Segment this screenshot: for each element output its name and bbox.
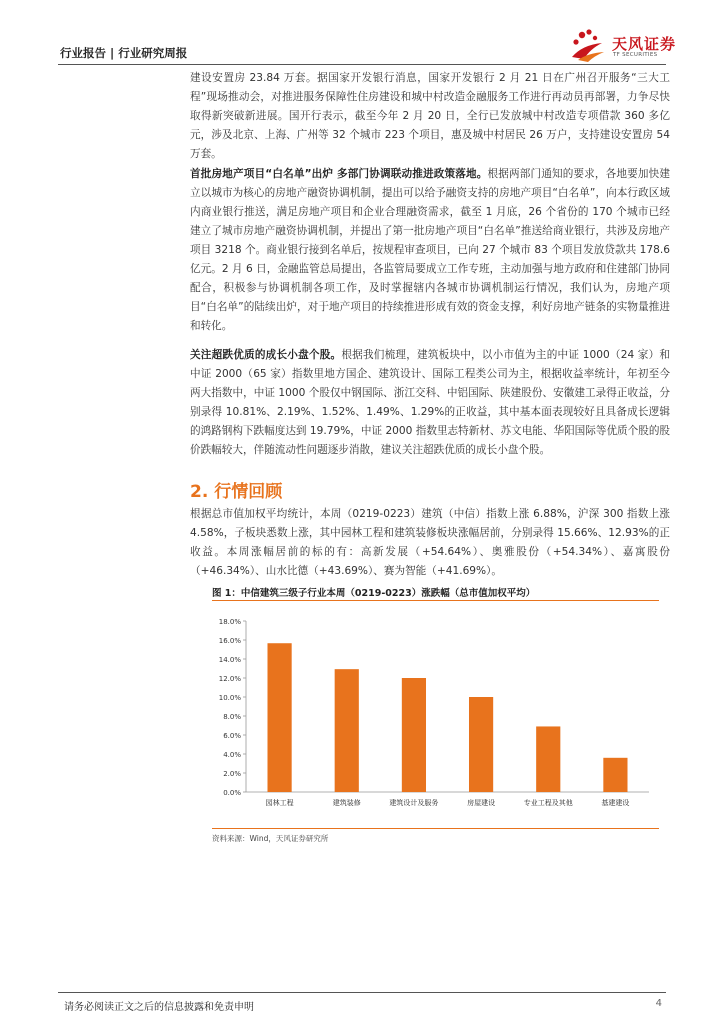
y-tick-label: 14.0% <box>218 656 241 664</box>
x-category-label: 基建建设 <box>601 799 630 807</box>
paragraph-2 <box>190 165 670 336</box>
paragraph-2-lead: 首批房地产项目“白名单”出炉 多部门协调联动推进政策落地。 <box>190 168 488 180</box>
report-type: 行业报告 | 行业研究周报 <box>60 46 188 60</box>
bar-0 <box>267 643 291 792</box>
bar-4 <box>536 726 560 792</box>
paragraph-4: 根据总市值加权平均统计，本周（0219-0223）建筑（中信）指数上涨 6.88%，沪深 300 指数上涨 4.58%，子板块悉数上涨，其中园林工程和建筑装修板块涨幅居前，分别录得 15.66%、12.93%的正收益。本周涨幅居前的标的有：高新发展（+54.64%）、奥雅股份（+54.34%）、嘉寓股份（+46.34%）、山水比德（+43.69%）、赛为智能（+41.69%）。 <box>190 508 670 577</box>
y-tick-label: 4.0% <box>223 751 241 759</box>
x-category-label: 房屋建设 <box>467 799 496 807</box>
paragraph-3 <box>190 346 670 460</box>
header-divider <box>58 64 666 65</box>
paragraph-3-body: 根据我们梳理，建筑板块中，以小市值为主的中证 1000（24 家）和中证 2000（65 家）指数里地方国企、建筑设计、国际工程类公司为主，根据收益率统计，年初至今两大指数中，中证 1000 个股仅中钢国际、浙江交科、中铝国际、陕建股份、安徽建工录得正收益，分别录得 10.81%、2.19%、1.52%、1.49%、1.29%的正收益，其中基本面表现较好且具备成长逻辑的鸿路钢构下跌幅度达到 19.79%，中证 2000 指数里志特新材、苏文电能、华阳国际等优质个股的股价跌幅较大，伴随流动性问题逐步消散，建议关注超跌优质的成长小盘个股。 <box>190 349 671 456</box>
page-number: 4 <box>655 998 662 1009</box>
bar-5 <box>603 758 627 792</box>
logo-text-en: TF SECURITIES <box>613 52 658 58</box>
bar-3 <box>469 697 493 792</box>
figure-title: 图 1：中信建筑三级子行业本周（0219-0223）涨跌幅（总市值加权平均） <box>212 588 536 599</box>
logo-text-cn: 天风证券 <box>612 35 677 53</box>
y-tick-label: 10.0% <box>218 694 241 702</box>
footer-divider <box>58 992 666 993</box>
bar-1 <box>335 669 359 792</box>
bar-chart <box>212 604 659 826</box>
paragraph-2-body: 根据两部门通知的要求，各地要加快建立以城市为核心的房地产融资协调机制，提出可以给予融资支持的房地产项目“白名单”，向本行政区域内商业银行推送，满足房地产项目和企业合理融资需求，截至 1 月底，26 个省份的 170 个城市已经建立了城市房地产融资协调机制，并提出了第一批房地产项目“白名单”推送给商业银行，共涉及房地产项目 3218 个。商业银行接到名单后，按规程审查项目，已向 27 个城市 83 个项目发放贷款共 178.6 亿元。2 月 6 日，金融监管总局提出，各监管局要成立工作专班，主动加强与地方政府和住建部门协同配合，积极参与协调机制各项工作，及时掌握辖内各城市协调机制运行情况，我们认为，房地产项目“白名单”的陆续出炉，对于地产项目的持续推进形成有效的资金支撑，利好房地产链条的实物量推进和转化。 <box>190 168 670 332</box>
figure-source: 资料来源：Wind，天风证券研究所 <box>212 834 329 843</box>
y-tick-label: 12.0% <box>218 675 241 683</box>
section-title: 2. 行情回顾 <box>190 482 283 502</box>
x-category-label: 专业工程及其他 <box>523 799 573 807</box>
y-tick-label: 18.0% <box>218 618 241 626</box>
x-category-label: 建筑设计及服务 <box>389 799 439 807</box>
figure-bottom-rule <box>212 828 659 829</box>
paragraph-1: 建设安置房 23.84 万套。据国家开发银行消息，国家开发银行 2 月 21 日在广州召开服务“三大工程”现场推动会，对推进服务保障性住房建设和城中村改造金融服务工作进行再动员再部署，力争尽快取得新突破新进展。国开行表示，截至今年 2 月 20 日，全行已发放城中村改造专项借款 360 多亿元，涉及北京、上海、广州等 32 个城市 223 个项目，惠及城中村居民 26 万户，支持建设安置房 54 万套。 <box>190 72 670 160</box>
figure-top-rule <box>212 600 659 601</box>
y-tick-label: 16.0% <box>218 637 241 645</box>
paragraph-3-lead: 关注超跌优质的成长小盘个股。 <box>190 349 342 361</box>
tf-logo-icon <box>568 27 608 63</box>
footer-disclaimer: 请务必阅读正文之后的信息披露和免责申明 <box>64 1002 254 1013</box>
y-tick-label: 0.0% <box>223 789 241 797</box>
company-logo <box>568 27 678 63</box>
x-category-label: 建筑装修 <box>332 799 361 807</box>
y-tick-label: 6.0% <box>223 732 241 740</box>
x-category-label: 园林工程 <box>265 799 294 807</box>
y-tick-label: 2.0% <box>223 770 241 778</box>
bar-2 <box>402 678 426 792</box>
y-tick-label: 8.0% <box>223 713 241 721</box>
